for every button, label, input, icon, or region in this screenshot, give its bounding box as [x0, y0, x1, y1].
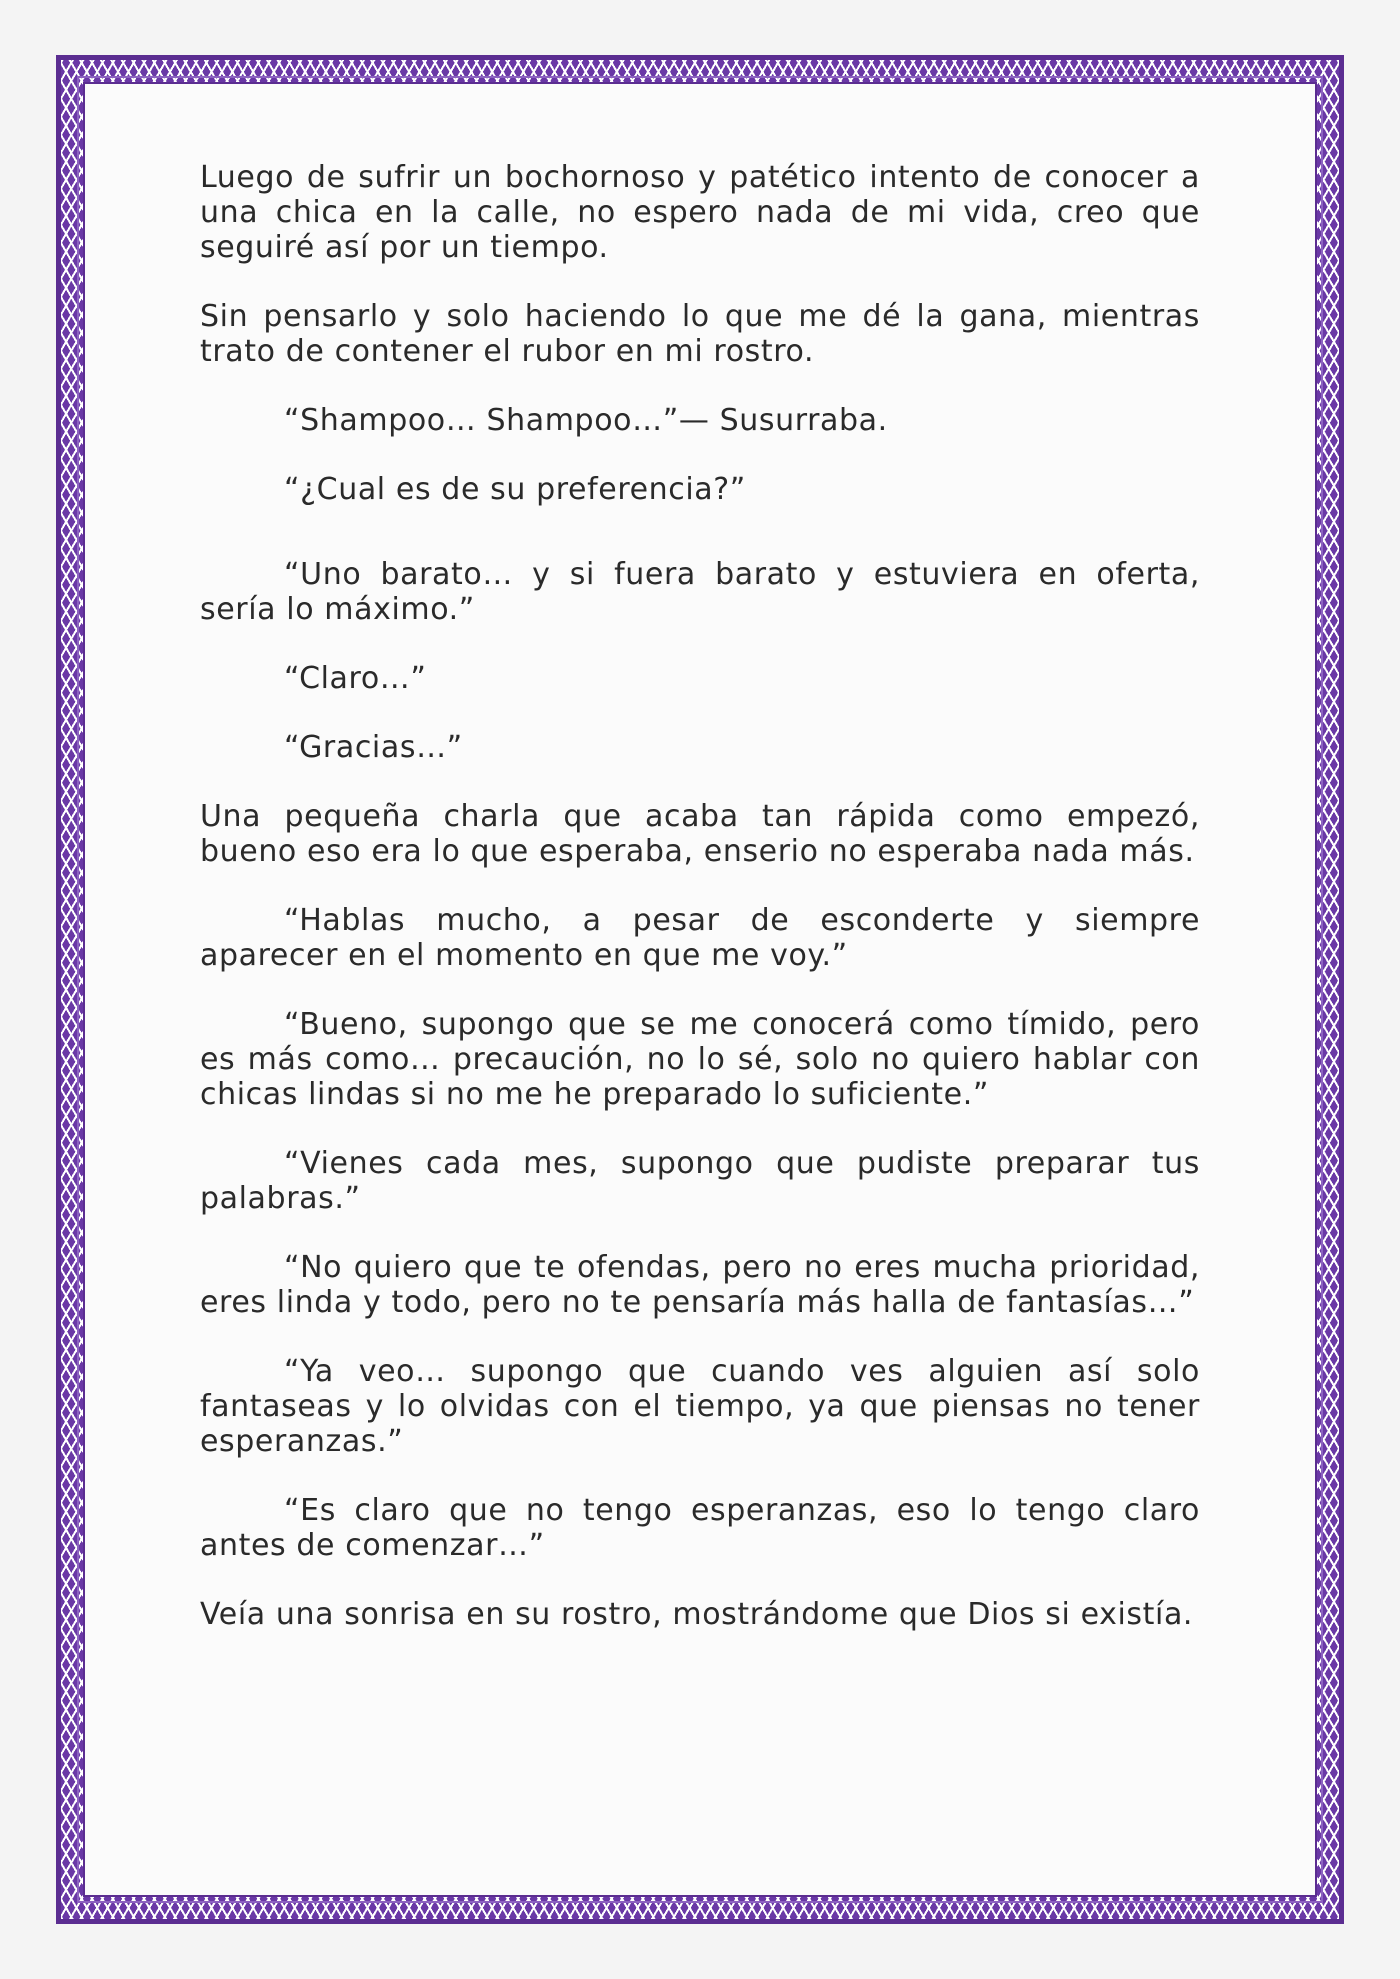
dialogue-4: “Claro…” — [284, 661, 427, 696]
dialogue-7: “Bueno, supongo que se me conocerá como tímido, pero es más como… precaución, no lo sé, solo no quiero hablar con chicas lindas si no me he preparado lo suficiente.” — [200, 1007, 1200, 1112]
dialogue-9: “No quiero que te ofendas, pero no eres mucha prioridad, eres linda y todo, pero no te pensaría más halla de fantasías…” — [200, 1250, 1200, 1320]
paragraph-4: Veía una sonrisa en su rostro, mostrándome que Dios si existía. — [200, 1597, 1194, 1632]
dialogue-3: “Uno barato… y si fuera barato y estuviera en oferta, sería lo máximo.” — [200, 557, 1200, 627]
dialogue-5: “Gracias…” — [284, 730, 463, 765]
dialogue-11: “Es claro que no tengo esperanzas, eso lo tengo claro antes de comenzar…” — [200, 1493, 1200, 1563]
paragraph-1: Luego de sufrir un bochornoso y patético intento de conocer a una chica en la calle, no espero nada de mi vida, creo que seguiré así por un tiempo. — [200, 160, 1200, 265]
dialogue-1: “Shampoo… Shampoo…”— Susurraba. — [284, 403, 888, 438]
dialogue-8: “Vienes cada mes, supongo que pudiste preparar tus palabras.” — [200, 1146, 1200, 1216]
dialogue-6: “Hablas mucho, a pesar de esconderte y siempre aparecer en el momento en que me voy.” — [200, 903, 1200, 973]
paragraph-2: Sin pensarlo y solo haciendo lo que me dé la gana, mientras trato de contener el rubor en mi rostro. — [200, 299, 1200, 369]
dialogue-2: “¿Cual es de su preferencia?” — [284, 472, 746, 507]
dialogue-10: “Ya veo… supongo que cuando ves alguien así solo fantaseas y lo olvidas con el tiempo, ya que piensas no tener esperanzas.” — [200, 1354, 1200, 1459]
paragraph-3: Una pequeña charla que acaba tan rápida como empezó, bueno eso era lo que esperaba, enserio no esperaba nada más. — [200, 799, 1200, 869]
story-text — [200, 160, 1200, 1666]
